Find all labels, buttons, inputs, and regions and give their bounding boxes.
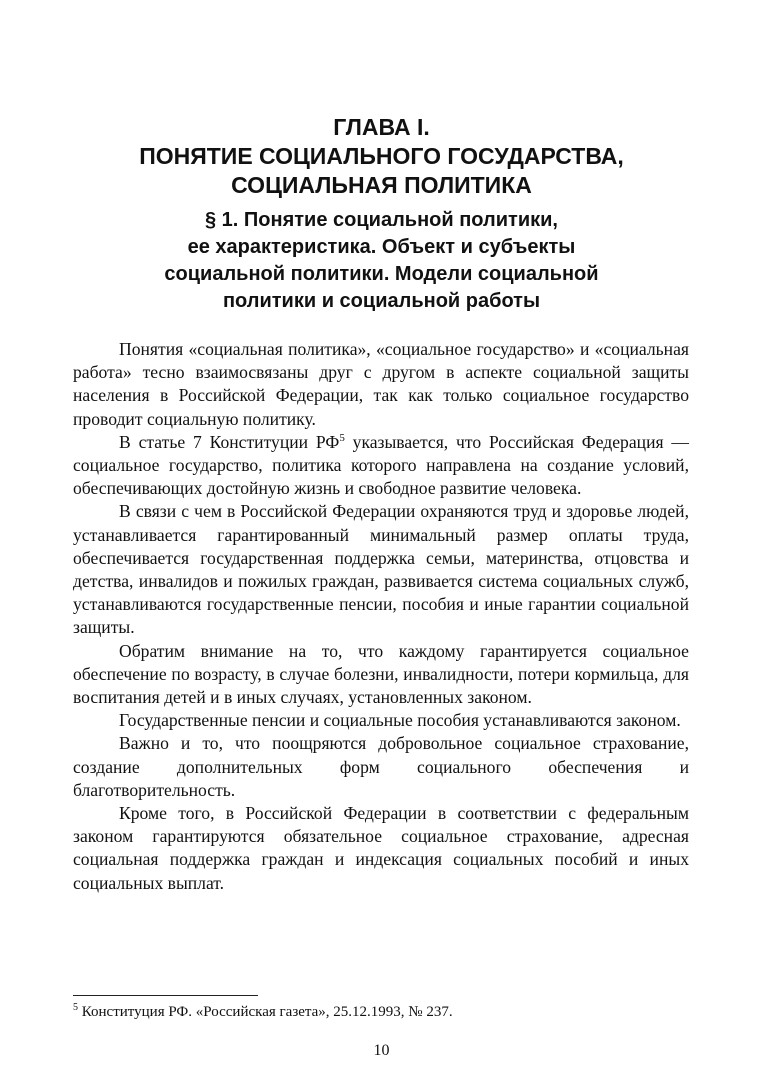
footnote bbox=[73, 1003, 689, 1022]
chapter-title-line-3: СОЦИАЛЬНАЯ ПОЛИТИКА bbox=[231, 172, 532, 198]
footnote-reference[interactable]: 5 bbox=[339, 431, 345, 444]
paragraph-text: В статье 7 Конституции РФ bbox=[119, 431, 340, 452]
footnote-divider bbox=[73, 995, 258, 996]
chapter-title-line-2: ПОНЯТИЕ СОЦИАЛЬНОГО ГОСУДАРСТВА, bbox=[139, 143, 624, 169]
paragraph: Государственные пенсии и социальные пособия устанавливаются законом. bbox=[119, 710, 681, 731]
footnote-number: 5 bbox=[73, 1002, 78, 1013]
paragraph: Понятия «социальная политика», «социальное государство» и «социальная работа» тесно взаимосвязаны друг с другом в аспекте социальной защиты населения в Российской Федерации, так как только социальное государство проводит социальную политику. bbox=[73, 339, 689, 429]
chapter-title-line-1: ГЛАВА I. bbox=[333, 114, 430, 140]
body-text bbox=[73, 338, 689, 895]
section-title-line-3: социальной политики. Модели социальной bbox=[164, 263, 599, 285]
paragraph-text: указывается, что Российская Федерация — социальное государство, политика которого направлена на создание условий, обеспечивающих достойную жизнь и свободное развитие человека. bbox=[73, 431, 689, 499]
paragraph: Кроме того, в Российской Федерации в соответствии с федеральным законом гарантируются обязательное социальное страхование, адресная социальная поддержка граждан и индексация социальных пособий и иных социальных выплат. bbox=[73, 803, 689, 893]
section-title-line-2: ее характеристика. Объект и субъекты bbox=[187, 236, 576, 258]
paragraph bbox=[73, 431, 689, 501]
paragraph: Обратим внимание на то, что каждому гарантируется социальное обеспечение по возрасту, в случае болезни, инвалидности, потери кормильца, для воспитания детей и в иных случаях, установленных законом. bbox=[73, 640, 689, 708]
chapter-title bbox=[60, 113, 703, 200]
page-number: 10 bbox=[373, 1042, 390, 1059]
paragraph: В связи с чем в Российской Федерации охраняются труд и здоровье людей, устанавливается гарантированный минимальный размер оплаты труда, обеспечивается государственная поддержка семьи, материнства, отцовства и детства, инвалидов и пожилых граждан, развивается система социальных служб, устанавливаются государственные пенсии, пособия и иные гарантии социальной защиты. bbox=[73, 501, 689, 638]
paragraph: Важно и то, что поощряются добровольное социальное страхование, создание дополнительных форм социального обеспечения и благотворительность. bbox=[73, 733, 689, 800]
section-title-line-4: политики и социальной работы bbox=[222, 290, 541, 312]
section-title bbox=[60, 207, 703, 315]
footnote-text: Конституция РФ. «Российская газета», 25.12.1993, № 237. bbox=[78, 1004, 453, 1020]
section-title-line-1: § 1. Понятие социальной политики, bbox=[205, 209, 558, 231]
